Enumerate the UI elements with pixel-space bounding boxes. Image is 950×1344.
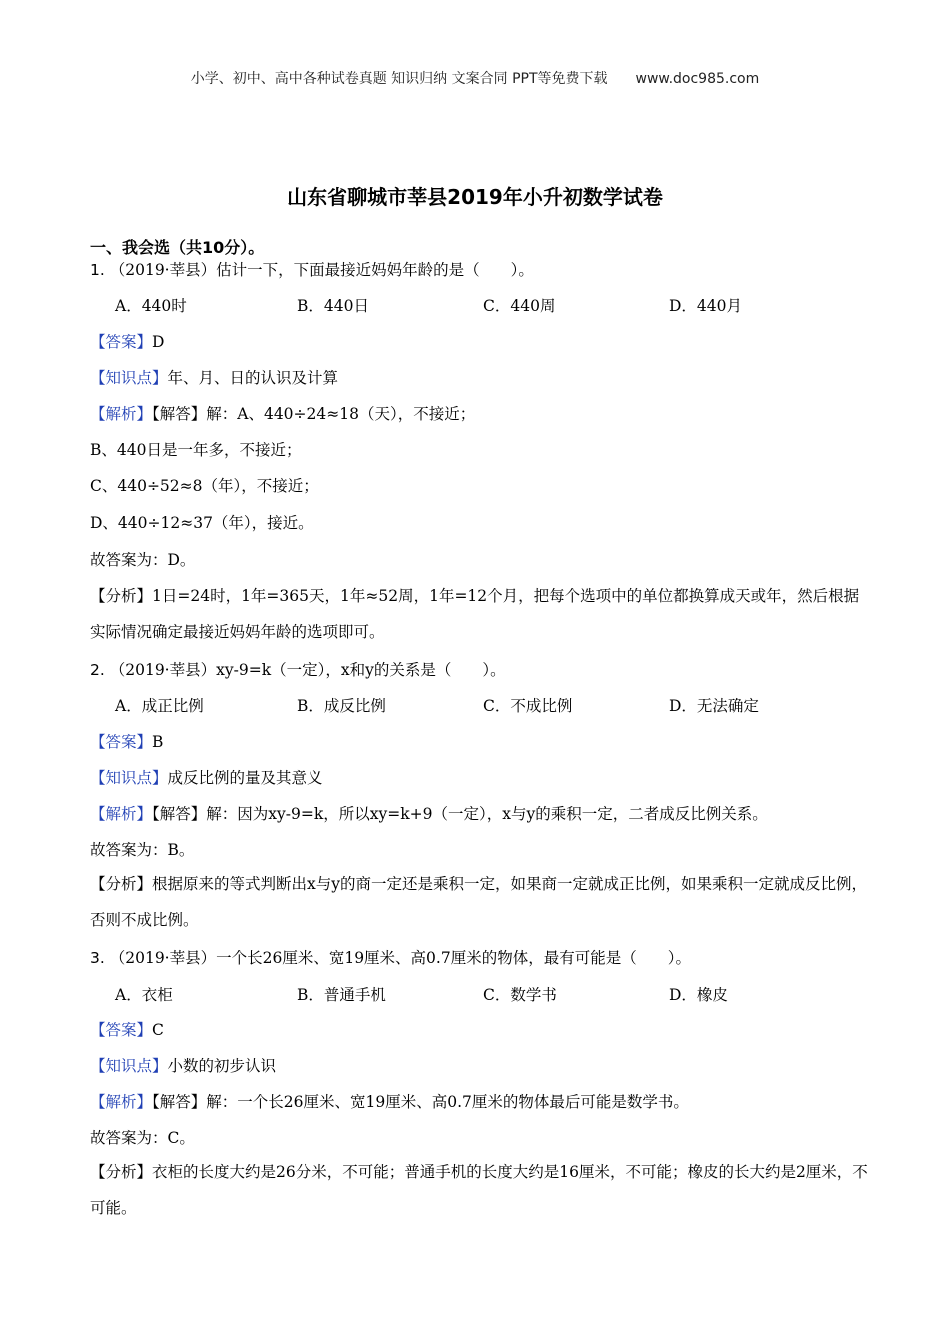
knowledge-point-value: 小数的初步认识 — [167, 1057, 277, 1075]
header-text: 小学、初中、高中各种试卷真题 知识归纳 文案合同 PPT等免费下载 — [190, 71, 608, 87]
answer-value: C — [152, 1021, 164, 1039]
analysis-tag: 【解析】 — [90, 405, 153, 423]
analysis-tag: 【解析】 — [90, 1093, 153, 1111]
question-number: 1. — [90, 261, 105, 279]
analysis-line: C、440÷52≈8（年），不接近； — [90, 477, 319, 495]
analysis-line — [90, 402, 475, 424]
answer-tag: 【答案】 — [90, 1021, 153, 1039]
option-d: D．橡皮 — [669, 986, 728, 1004]
analysis-text: 【解答】解：因为xy-9=k，所以xy=k+9（一定），x与y的乘积一定，二者成反比例关系。 — [152, 805, 768, 823]
question-text: （2019·莘县）xy-9=k（一定），x和y的关系是（ ）。 — [109, 661, 506, 679]
analysis-line: B、440日是一年多，不接近； — [90, 441, 302, 459]
option-d: D．440月 — [669, 297, 743, 315]
fenxi-paragraph: 【分析】衣柜的长度大约是26分米，不可能；普通手机的长度大约是16厘米，不可能；橡皮的长大约是2厘米，不可能。 — [90, 1163, 868, 1217]
option-a: A．440时 — [115, 297, 187, 315]
knowledge-point-tag: 【知识点】 — [90, 1057, 168, 1075]
fenxi-paragraph: 【分析】根据原来的等式判断出x与y的商一定还是乘积一定，如果商一定就成正比例，如果乘积一定就成反比例，否则不成比例。 — [90, 875, 868, 929]
analysis-line: 故答案为：C。 — [90, 1129, 195, 1147]
answer-value: B — [152, 733, 164, 751]
knowledge-point-line — [90, 366, 338, 388]
answer-tag: 【答案】 — [90, 333, 153, 351]
page-header — [0, 68, 950, 88]
analysis-line: D、440÷12≈37（年），接近。 — [90, 514, 314, 532]
option-b: B．成反比例 — [297, 697, 386, 715]
knowledge-point-line — [90, 766, 323, 788]
question-number: 3. — [90, 949, 105, 967]
option-c: C．不成比例 — [483, 697, 573, 715]
knowledge-point-value: 年、月、日的认识及计算 — [167, 369, 339, 387]
analysis-text: 【解答】解：一个长26厘米、宽19厘米、高0.7厘米的物体最后可能是数学书。 — [152, 1093, 689, 1111]
option-a: A．成正比例 — [115, 697, 204, 715]
analysis-tag: 【解析】 — [90, 805, 153, 823]
option-c: C．440周 — [483, 297, 556, 315]
question-1-stem — [90, 258, 534, 280]
section-heading: 一、我会选（共10分）。 — [90, 238, 265, 257]
question-2-stem — [90, 658, 506, 680]
answer-line — [90, 1018, 164, 1040]
option-a: A．衣柜 — [115, 986, 173, 1004]
analysis-line: 故答案为：D。 — [90, 551, 196, 569]
question-text: （2019·莘县）估计一下，下面最接近妈妈年龄的是（ ）。 — [109, 261, 534, 279]
answer-tag: 【答案】 — [90, 733, 153, 751]
knowledge-point-value: 成反比例的量及其意义 — [167, 769, 323, 787]
analysis-line — [90, 802, 768, 824]
analysis-line — [90, 1090, 689, 1112]
fenxi-paragraph: 【分析】1日=24时，1年=365天，1年≈52周，1年=12个月，把每个选项中的单位都换算成天或年，然后根据实际情况确定最接近妈妈年龄的选项即可。 — [90, 587, 860, 641]
question-text: （2019·莘县）一个长26厘米、宽19厘米、高0.7厘米的物体，最有可能是（ ）。 — [109, 949, 691, 967]
page-title: 山东省聊城市莘县2019年小升初数学试卷 — [287, 185, 663, 209]
knowledge-point-line — [90, 1054, 276, 1076]
answer-line — [90, 730, 163, 752]
option-c: C．数学书 — [483, 986, 557, 1004]
knowledge-point-tag: 【知识点】 — [90, 769, 168, 787]
header-site: www.doc985.com — [635, 71, 760, 87]
option-b: B．440日 — [297, 297, 369, 315]
option-d: D．无法确定 — [669, 697, 759, 715]
analysis-line: 故答案为：B。 — [90, 841, 195, 859]
knowledge-point-tag: 【知识点】 — [90, 369, 168, 387]
question-number: 2. — [90, 661, 105, 679]
option-b: B．普通手机 — [297, 986, 386, 1004]
answer-value: D — [152, 333, 165, 351]
analysis-text: 【解答】解：A、440÷24≈18（天），不接近； — [152, 405, 476, 423]
question-3-stem — [90, 946, 691, 968]
answer-line — [90, 330, 164, 352]
